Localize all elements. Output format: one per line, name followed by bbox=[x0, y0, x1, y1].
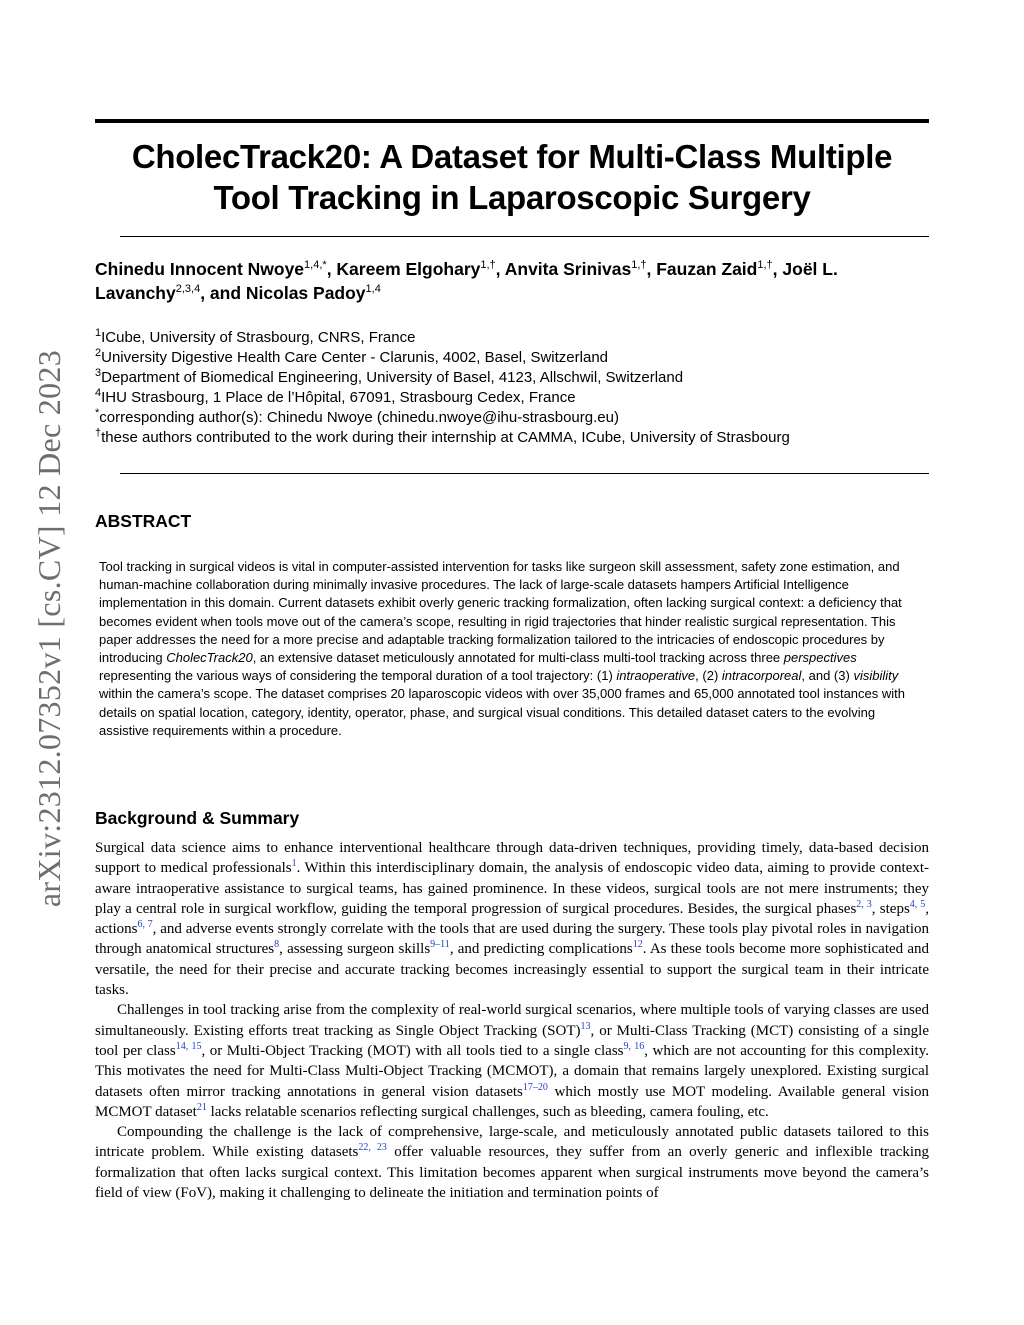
citation-link[interactable]: 17–20 bbox=[522, 1081, 548, 1093]
citation-link[interactable]: 8 bbox=[274, 939, 280, 951]
abstract-emphasis: CholecTrack20 bbox=[166, 650, 253, 666]
author-affiliation-mark: 1,† bbox=[480, 259, 496, 272]
affiliation-mark: * bbox=[95, 407, 100, 419]
author-list: Chinedu Innocent Nwoye$^{1,4,*}$, Kareem Elgohary$^{1,\dagger}$, Anvita Srinivas$^{1,\dagger}$, Fauzan Zaid$^{1,\dagger}$, Joël L. Lavanchy$^{2,3,4}$, and Nicolas Padoy$^{1,4}$ bbox=[95, 259, 838, 303]
citation-link[interactable]: 9–11 bbox=[430, 939, 450, 951]
author-affiliation-mark: 1,† bbox=[631, 259, 647, 272]
affiliation-line bbox=[95, 328, 929, 348]
abstract-segment: within the camera’s scope. The dataset comprises 20 laparoscopic videos with over 35,000 frames and 65,000 annotated tool instances with details on spatial location, category, identity, operator, phase, and surgical visual conditions. This detailed dataset caters to the evolving assistive requirements within a procedure. bbox=[99, 686, 905, 738]
body-paragraph: Challenges in tool tracking arise from the complexity of real-world surgical scenarios, where multiple tools of varying classes are used simultaneously. Existing efforts treat tracking as Single Object Tracking (SOT)$^{13}$, or Multi-Class Tracking (MCT) consisting of a single tool per class$^{14, 15}$, or Multi-Object Tracking (MOT) with all tools tied to a single class$^{9, 16}$, which are not accounting for this complexity. This motivates the need for Multi-Class Multi-Object Tracking (MCMOT), a domain that remains largely unexplored. Existing surgical datasets often mirror tracking annotations in general vision datasets$^{17-20}$ which mostly use MOT modeling. Available general vision MCMOT dataset$^{21}$ lacks relatable scenarios reflecting surgical challenges, such as bleeding, camera fouling, etc. bbox=[95, 1002, 929, 1120]
affiliation-line bbox=[95, 428, 929, 448]
abstract-emphasis: perspectives bbox=[783, 650, 857, 666]
abstract-segment: Tool tracking in surgical videos is vital in computer-assisted intervention for tasks like surgeon skill assessment, safety zone estimation, and human-machine collaboration during minimally invasive procedures. The lack of large-scale datasets hampers Artificial Intelligence implementation in this domain. Current datasets exhibit overly generic tracking formalization, often lacking surgical context: a deficiency that becomes evident when tools move out of the camera’s scope, resulting in rigid trajectories that hinder realistic surgical representation. This paper addresses the need for a more precise and adaptable tracking formalization tailored to the intricacies of endoscopic procedures by introducing bbox=[99, 559, 902, 666]
author-name: Fauzan Zaid bbox=[656, 259, 758, 279]
citation-link[interactable]: 13 bbox=[580, 1020, 591, 1032]
abstract-segment: , and (3) bbox=[801, 668, 854, 684]
citation-link[interactable]: 2, 3 bbox=[856, 898, 872, 910]
affiliation-text: ICube, University of Strasbourg, CNRS, France bbox=[101, 329, 416, 346]
affiliation-list bbox=[95, 328, 929, 448]
header-divider bbox=[120, 473, 929, 474]
affiliation-line bbox=[95, 368, 929, 388]
body-paragraph: Surgical data science aims to enhance interventional healthcare through data-driven techniques, providing timely, data-based decision support to medical professionals$^1$. Within this interdisciplinary domain, the analysis of endoscopic video data, aiming to provide context-aware intraoperative assistance to surgical teams, has gained prominence. In these videos, surgical tools are not mere instruments; they play a central role in surgical workflow, guiding the temporal progression of surgical procedures. Besides, the surgical phases$^{2, 3}$, steps$^{4, 5}$, actions$^{6, 7}$, and adverse events strongly correlate with the tools that are used during the surgery. These tools play pivotal roles in navigation through anatomical structures$^8$, assessing surgeon skills$^{9-11}$, and predicting complications$^{12}$. As these tools become more sophisticated and versatile, the need for their precise and accurate tracking becomes increasingly essential to support the surgical team in their intricate tasks. bbox=[95, 840, 930, 999]
citation-link[interactable]: 22, 23 bbox=[358, 1142, 387, 1154]
author-affiliation-mark: 2,3,4 bbox=[175, 283, 201, 296]
author-name: Nicolas Padoy bbox=[245, 283, 366, 303]
affiliation-mark: 3 bbox=[95, 367, 102, 379]
affiliation-mark: 1 bbox=[95, 327, 102, 339]
citation-link[interactable]: 4, 5 bbox=[909, 898, 926, 910]
citation-link[interactable]: 6, 7 bbox=[137, 919, 153, 931]
affiliation-mark: 2 bbox=[95, 347, 102, 359]
citation-link[interactable]: 21 bbox=[196, 1101, 207, 1113]
abstract-segment: , (2) bbox=[695, 668, 722, 684]
author-name: Anvita Srinivas bbox=[504, 259, 632, 279]
citation-link[interactable]: 9, 16 bbox=[623, 1040, 645, 1052]
abstract-text bbox=[99, 558, 926, 740]
author-name: Chinedu Innocent Nwoye bbox=[95, 259, 305, 279]
abstract-emphasis: visibility bbox=[853, 668, 899, 684]
affiliation-text: corresponding author(s): Chinedu Nwoye (chinedu.nwoye@ihu-strasbourg.eu) bbox=[99, 409, 619, 426]
affiliation-text: IHU Strasbourg, 1 Place de l’Hôpital, 67091, Strasbourg Cedex, France bbox=[101, 389, 576, 406]
citation-link[interactable]: 12 bbox=[632, 939, 643, 951]
background-body bbox=[95, 838, 929, 1203]
citation-link[interactable]: 1 bbox=[291, 858, 297, 870]
author-affiliation-mark: 1,4 bbox=[365, 283, 381, 296]
author-name: Kareem Elgohary bbox=[336, 259, 481, 279]
abstract-segment: representing the various ways of considering the temporal duration of a tool trajectory: (1) bbox=[99, 668, 617, 684]
abstract-segment: , an extensive dataset meticulously annotated for multi-class multi-tool tracking across three bbox=[252, 650, 784, 666]
author-name: Joël L. Lavanchy bbox=[95, 259, 838, 303]
arxiv-identifier: arXiv:2312.07352v1 [cs.CV] 12 Dec 2023 bbox=[31, 350, 67, 908]
abstract-emphasis: intraoperative bbox=[616, 668, 696, 684]
affiliation-line bbox=[95, 348, 929, 368]
affiliation-text: Department of Biomedical Engineering, University of Basel, 4123, Allschwil, Switzerland bbox=[101, 369, 684, 386]
paper-title bbox=[95, 136, 929, 218]
title-line-2: Tool Tracking in Laparoscopic Surgery bbox=[213, 179, 811, 216]
affiliation-mark: 4 bbox=[95, 387, 102, 399]
abstract-heading: ABSTRACT bbox=[95, 511, 192, 531]
body-paragraph: Compounding the challenge is the lack of comprehensive, large-scale, and meticulously annotated public datasets tailored to this intricate problem. While existing datasets$^{22, 23}$ offer valuable resources, they suffer from an overly generic and inflexible tracking formalization that often lacks surgical context. This limitation becomes apparent when surgical instruments move beyond the camera’s field of view (FoV), making it challenging to delineate the initiation and termination points of bbox=[95, 1124, 929, 1202]
affiliation-mark: † bbox=[95, 427, 102, 439]
abstract-emphasis: intracorporeal bbox=[721, 668, 802, 684]
author-affiliation-mark: 1,4,* bbox=[304, 259, 327, 272]
background-heading: Background & Summary bbox=[95, 808, 300, 828]
affiliation-line bbox=[95, 408, 929, 428]
affiliation-line bbox=[95, 388, 929, 408]
title-top-rule bbox=[95, 119, 929, 123]
citation-link[interactable]: 14, 15 bbox=[175, 1040, 202, 1052]
title-bottom-rule bbox=[120, 236, 929, 237]
author-affiliation-mark: 1,† bbox=[757, 259, 773, 272]
title-line-1: CholecTrack20: A Dataset for Multi-Class Multiple bbox=[131, 138, 893, 175]
affiliation-text: these authors contributed to the work during their internship at CAMMA, ICube, University of Strasbourg bbox=[101, 429, 790, 446]
affiliation-text: University Digestive Health Care Center - Clarunis, 4002, Basel, Switzerland bbox=[101, 349, 609, 366]
